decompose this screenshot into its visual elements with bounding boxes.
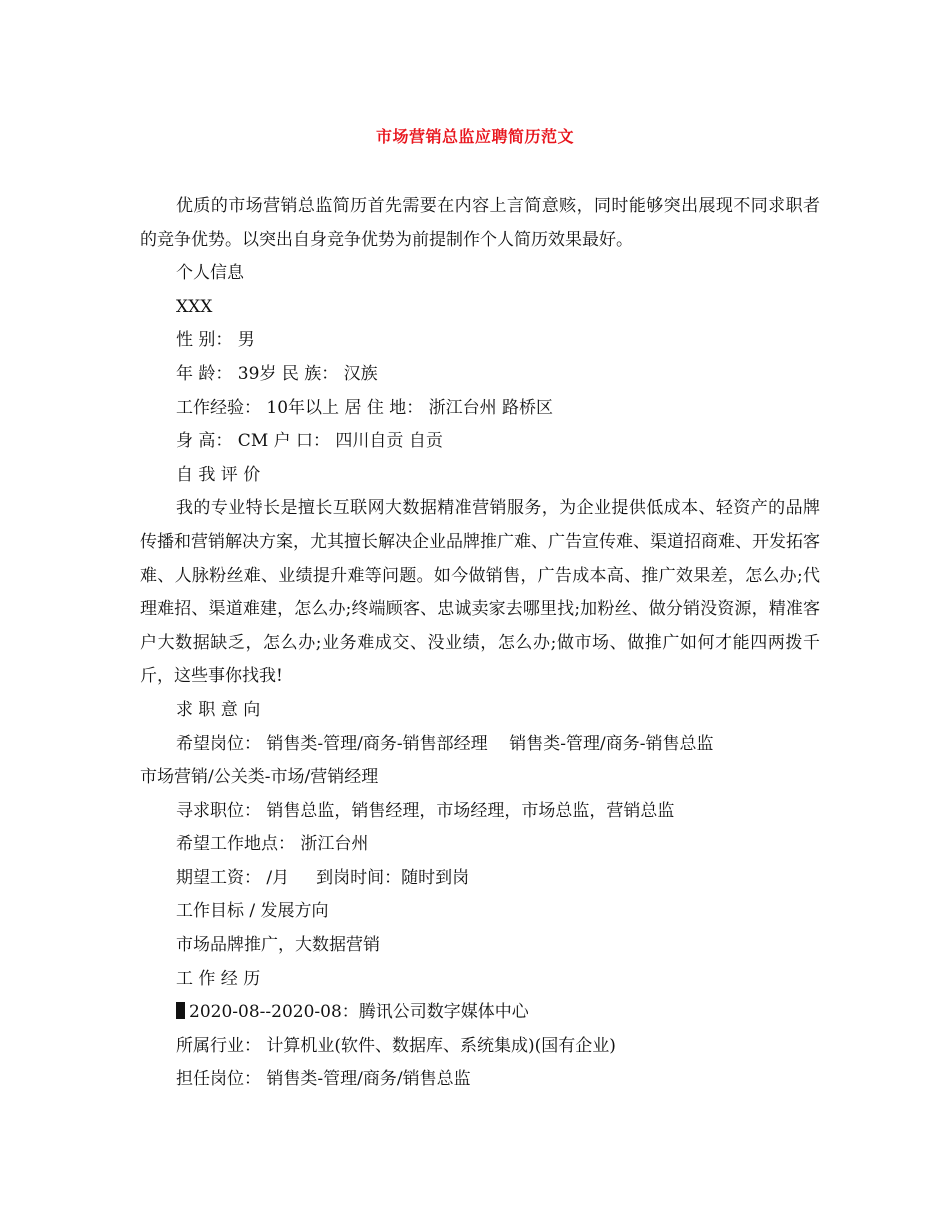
salary-start-line: 期望工资： /月 到岗时间：随时到岗: [176, 867, 470, 888]
intro-paragraph: 优质的市场营销总监简历首先需要在内容上言简意赅，同时能够突出展现不同求职者的竞争优势。以突出自身竞争优势为前提制作个人简历效果最好。: [140, 196, 820, 250]
experience-residence-line: 工作经验： 10年以上 居 住 地： 浙江台州 路桥区: [176, 397, 554, 418]
goal-heading: 工作目标 / 发展方向: [176, 901, 329, 922]
sought-positions-line: 寻求职位： 销售总监，销售经理，市场经理，市场总监，营销总监: [176, 800, 675, 821]
self-evaluation-paragraph: 我的专业特长是擅长互联网大数据精准营销服务，为企业提供低成本、轻资产的品牌传播和营销解决方案，尤其擅长解决企业品牌推广难、广告宣传难、渠道招商难、开发拓客难、人脉粉丝难、业绩提升难等问题。如今做销售，广告成本高、推广效果差，怎么办;代理难招、渠道难建，怎么办;终端顾客、忠诚卖家去哪里找;加粉丝、做分销没资源，精准客户大数据缺乏，怎么办;业务难成交、没业绩，怎么办;做市场、做推广如何才能四两拨千斤，这些事你找我!: [140, 498, 820, 687]
document-body: [140, 190, 820, 1097]
desired-position-continuation: 市场营销/公关类-市场/营销经理: [140, 767, 379, 788]
goal-text: 市场品牌推广，大数据营销: [176, 935, 380, 956]
work-period-company: 2020-08--2020-08：腾讯公司数字媒体中心: [189, 1002, 529, 1023]
self-evaluation-heading: 自 我 评 价: [176, 464, 261, 485]
document-title: 市场营销总监应聘简历范文: [375, 127, 574, 146]
age-ethnicity-line: 年 龄： 39岁 民 族： 汉族: [176, 363, 378, 384]
candidate-name: XXX: [176, 296, 213, 317]
work-history-heading: 工 作 经 历: [176, 968, 261, 989]
job-intention-heading: 求 职 意 向: [176, 699, 261, 720]
height-hukou-line: 身 高： CM 户 口： 四川自贡 自贡: [176, 431, 443, 452]
desired-location-line: 希望工作地点： 浙江台州: [176, 834, 369, 855]
work-entry-line: [140, 996, 820, 1030]
desired-position-line: 希望岗位： 销售类-管理/商务-销售部经理 销售类-管理/商务-销售总监: [176, 733, 714, 754]
position-line: 担任岗位： 销售类-管理/商务/销售总监: [176, 1069, 471, 1090]
personal-info-heading: 个人信息: [176, 263, 244, 284]
industry-line: 所属行业： 计算机业(软件、数据库、系统集成)(国有企业): [176, 1035, 616, 1056]
gender-line: 性 别： 男: [176, 330, 255, 351]
bullet-icon: [176, 1002, 185, 1019]
